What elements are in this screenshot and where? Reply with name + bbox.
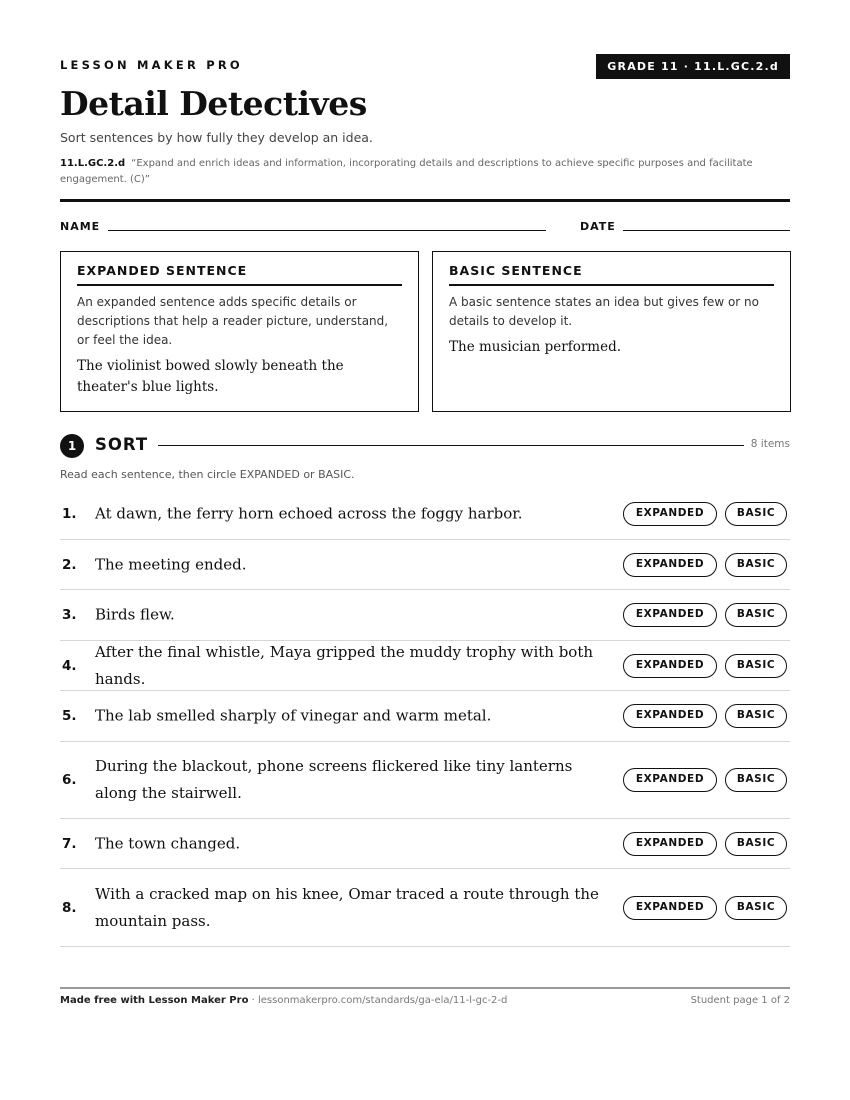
expanded-choice[interactable]: EXPANDED (623, 768, 717, 792)
section-rule (158, 445, 744, 446)
footer-url[interactable]: · lessonmakerpro.com/standards/ga-ela/11-l-gc-2-d (248, 995, 508, 1006)
item-sentence: After the final whistle, Maya gripped the muddy trophy with both hands. (95, 642, 594, 688)
expanded-choice[interactable]: EXPANDED (623, 704, 717, 728)
item-number: 5. (62, 708, 77, 724)
name-label: NAME (60, 220, 101, 233)
item-number: 7. (62, 835, 77, 852)
basic-definition-title: BASIC SENTENCE (449, 263, 774, 286)
expanded-choice[interactable]: EXPANDED (623, 896, 717, 920)
section-header (60, 434, 790, 456)
sentence-list (60, 489, 790, 947)
item-number: 2. (62, 556, 77, 573)
item-number: 1. (62, 506, 77, 522)
standard-description (60, 156, 790, 188)
basic-definition-example: The musician performed. (449, 339, 622, 355)
footer-credit (60, 995, 507, 1006)
item-sentence: The town changed. (95, 834, 241, 852)
expanded-choice[interactable]: EXPANDED (623, 832, 717, 856)
standard-code: 11.L.GC.2.d (60, 158, 126, 169)
basic-choice[interactable]: BASIC (725, 704, 787, 728)
date-label: DATE (580, 220, 616, 233)
basic-choice[interactable]: BASIC (725, 768, 787, 792)
list-item (60, 540, 790, 590)
item-choices (623, 896, 787, 920)
item-number: 6. (62, 772, 77, 788)
list-item (60, 691, 790, 742)
list-item (60, 590, 790, 641)
expanded-choice[interactable]: EXPANDED (623, 603, 717, 627)
expanded-choice[interactable]: EXPANDED (623, 654, 717, 678)
basic-choice[interactable]: BASIC (725, 502, 787, 526)
item-sentence: The lab smelled sharply of vinegar and warm metal. (95, 706, 492, 725)
basic-choice[interactable]: BASIC (725, 654, 787, 678)
list-item (60, 869, 790, 947)
list-item (60, 641, 790, 691)
item-choices (623, 603, 787, 627)
name-field[interactable] (108, 230, 546, 231)
expanded-definition-box (60, 251, 419, 412)
item-number: 8. (62, 899, 77, 916)
item-sentence: With a cracked map on his knee, Omar traced a route through the mountain pass. (95, 884, 599, 930)
item-choices (623, 553, 787, 577)
item-choices (623, 768, 787, 792)
page-title: Detail Detectives (60, 84, 367, 123)
footer-page-number: Student page 1 of 2 (690, 995, 790, 1006)
footer-made-with: Made free with Lesson Maker Pro (60, 995, 249, 1006)
section-title: SORT (95, 435, 149, 454)
page-subtitle: Sort sentences by how fully they develop an idea. (60, 130, 373, 145)
standard-text: “Expand and enrich ideas and information, incorporating details and descriptions to achieve specific purposes and facilitate engagement. (C)” (60, 158, 753, 185)
expanded-definition-title: EXPANDED SENTENCE (77, 263, 402, 286)
expanded-definition-text: An expanded sentence adds specific details or descriptions that help a reader picture, understand, or feel the idea. (77, 295, 389, 347)
section-number-badge: 1 (60, 434, 84, 458)
footer-divider (60, 987, 790, 989)
header-divider (60, 199, 790, 202)
item-sentence: At dawn, the ferry horn echoed across the foggy harbor. (95, 504, 523, 523)
date-field[interactable] (623, 230, 790, 231)
item-sentence: The meeting ended. (95, 555, 247, 573)
basic-choice[interactable]: BASIC (725, 832, 787, 856)
brand-name: LESSON MAKER PRO (60, 58, 243, 72)
list-item (60, 489, 790, 540)
basic-definition-box (432, 251, 791, 412)
basic-definition-text: A basic sentence states an idea but gives few or no details to develop it. (449, 295, 759, 328)
basic-choice[interactable]: BASIC (725, 553, 787, 577)
item-number: 4. (62, 657, 77, 674)
item-sentence: During the blackout, phone screens flickered like tiny lanterns along the stairwell. (95, 757, 573, 802)
item-sentence: Birds flew. (95, 605, 175, 624)
section-item-count: 8 items (750, 438, 790, 450)
basic-choice[interactable]: BASIC (725, 603, 787, 627)
expanded-choice[interactable]: EXPANDED (623, 502, 717, 526)
section-instructions: Read each sentence, then circle EXPANDED or BASIC. (60, 468, 355, 481)
item-choices (623, 654, 787, 678)
item-choices (623, 704, 787, 728)
list-item (60, 819, 790, 869)
expanded-choice[interactable]: EXPANDED (623, 553, 717, 577)
expanded-definition-example: The violinist bowed slowly beneath the theater's blue lights. (77, 358, 344, 395)
grade-badge: GRADE 11 · 11.L.GC.2.d (596, 54, 790, 79)
list-item (60, 742, 790, 819)
item-number: 3. (62, 607, 77, 623)
item-choices (623, 502, 787, 526)
item-choices (623, 832, 787, 856)
basic-choice[interactable]: BASIC (725, 896, 787, 920)
